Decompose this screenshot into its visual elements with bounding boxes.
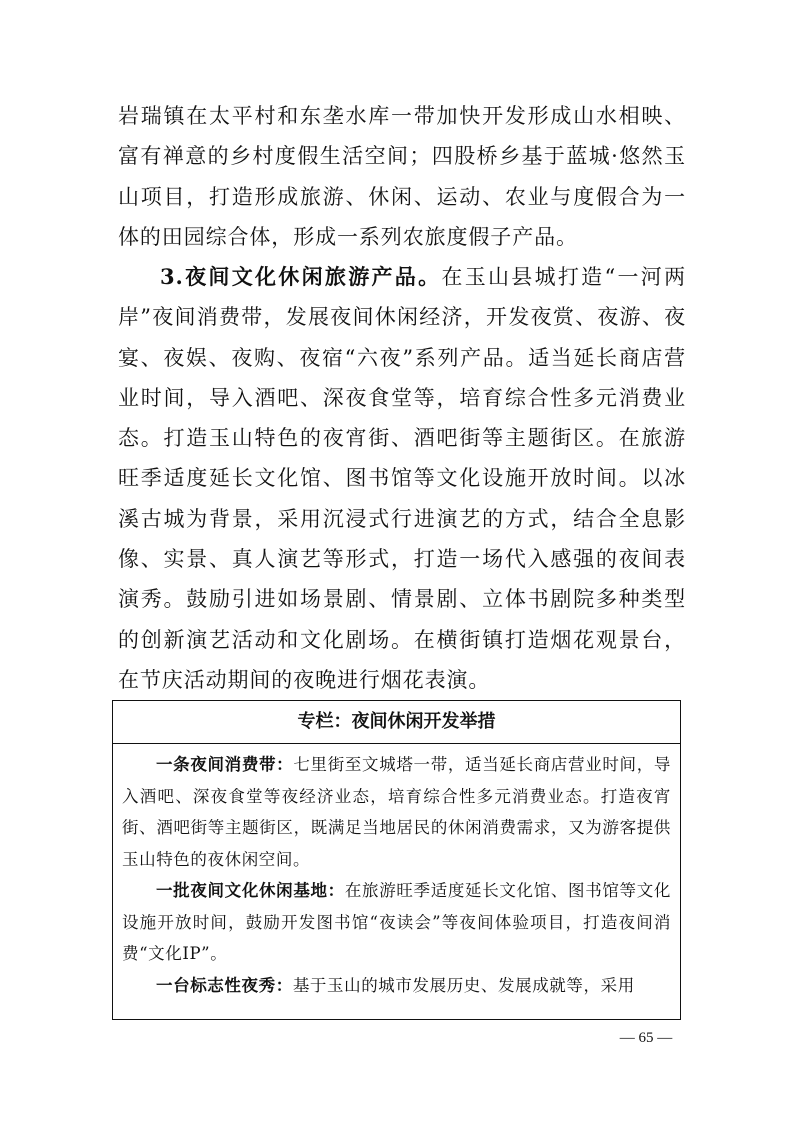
feature-item [122, 875, 671, 970]
feature-item-lead: 一台标志性夜秀： [156, 975, 293, 995]
feature-box-body [113, 744, 680, 1001]
section-heading: 3.夜间文化休闲旅游产品。 [160, 264, 442, 289]
feature-item-text: 基于玉山的城市发展历史、发展成就等，采用 [292, 975, 635, 995]
body-paragraph: 岩瑞镇在太平村和东垄水库一带加快开发形成山水相映、富有禅意的乡村度假生活空间；四股桥乡基于蓝城·悠然玉山项目，打造形成旅游、休闲、运动、农业与度假合为一体的田园综合体，形成一系列农旅度假子产品。 [118, 104, 686, 249]
feature-item-text: 在旅游旺季适度延长文化馆、图书馆等文化设施开放时间，鼓励开发图书馆“夜读会”等夜间体验项目，打造夜间消费“文化IP”。 [122, 881, 671, 963]
feature-item-lead: 一条夜间消费带： [156, 755, 294, 774]
body-paragraph-night-tourism [118, 257, 686, 700]
feature-item-text: 七里街至文城塔一带，适当延长商店营业时间，导入酒吧、深夜食堂等夜经济业态，培育综合性多元消费业态。打造夜宵街、酒吧街等主题街区，既满足当地居民的休闲消费需求，又为游客提供玉山特色的夜休闲空间。 [122, 755, 671, 869]
feature-item-lead: 一批夜间文化休闲基地： [156, 881, 345, 900]
feature-item [122, 749, 671, 875]
feature-box [112, 700, 681, 1020]
section-text: 在玉山县城打造“一河两岸”夜间消费带，发展夜间休闲经济，开发夜赏、夜游、夜宴、夜娱、夜购、夜宿“六夜”系列产品。适当延长商店营业时间，导入酒吧、深夜食堂等，培育综合性多元消费业态。打造玉山特色的夜宵街、酒吧街等主题街区。在旅游旺季适度延长文化馆、图书馆等文化设施开放时间。以冰溪古城为背景，采用沉浸式行进演艺的方式，结合全息影像、实景、真人演艺等形式，打造一场代入感强的夜间表演秀。鼓励引进如场景剧、情景剧、立体书剧院多种类型的创新演艺活动和文化剧场。在横街镇打造烟花观景台，在节庆活动期间的夜晚进行烟花表演。 [118, 265, 686, 692]
page-number: — 65 — [619, 1030, 673, 1046]
feature-item [122, 970, 671, 1002]
feature-box-title: 专栏：夜间休闲开发举措 [113, 701, 680, 744]
